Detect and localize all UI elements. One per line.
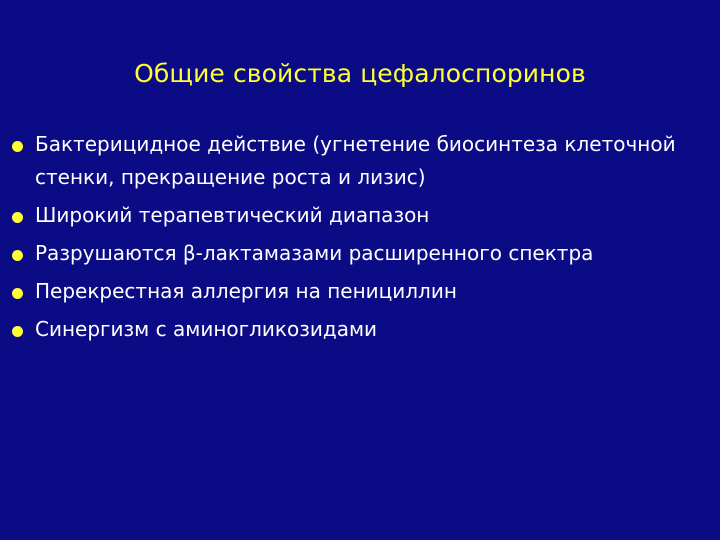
bullet-dot-icon bbox=[12, 250, 23, 261]
bullet-text: Бактерицидное действие (угнетение биосинтеза клеточной стенки, прекращение роста и лизис) bbox=[35, 132, 676, 189]
bullet-text: Широкий терапевтический диапазон bbox=[35, 203, 430, 227]
bullet-dot-icon bbox=[12, 288, 23, 299]
bullet-item-cross-allergy bbox=[12, 275, 702, 308]
slide-title: Общие свойства цефалоспоринов bbox=[134, 59, 586, 88]
bullet-text: Синергизм с аминогликозидами bbox=[35, 317, 378, 341]
bullet-item-therapeutic-range bbox=[12, 199, 702, 232]
bullet-dot-icon bbox=[12, 212, 23, 223]
bullet-item-bactericidal bbox=[12, 128, 702, 194]
bullet-dot-icon bbox=[12, 326, 23, 337]
bullet-list bbox=[12, 128, 702, 351]
bullet-item-beta-lactamase bbox=[12, 237, 702, 270]
bullet-item-synergism bbox=[12, 313, 702, 346]
bullet-dot-icon bbox=[12, 141, 23, 152]
bullet-text: Разрушаются β-лактамазами расширенного спектра bbox=[35, 241, 594, 265]
bullet-text: Перекрестная аллергия на пенициллин bbox=[35, 279, 457, 303]
